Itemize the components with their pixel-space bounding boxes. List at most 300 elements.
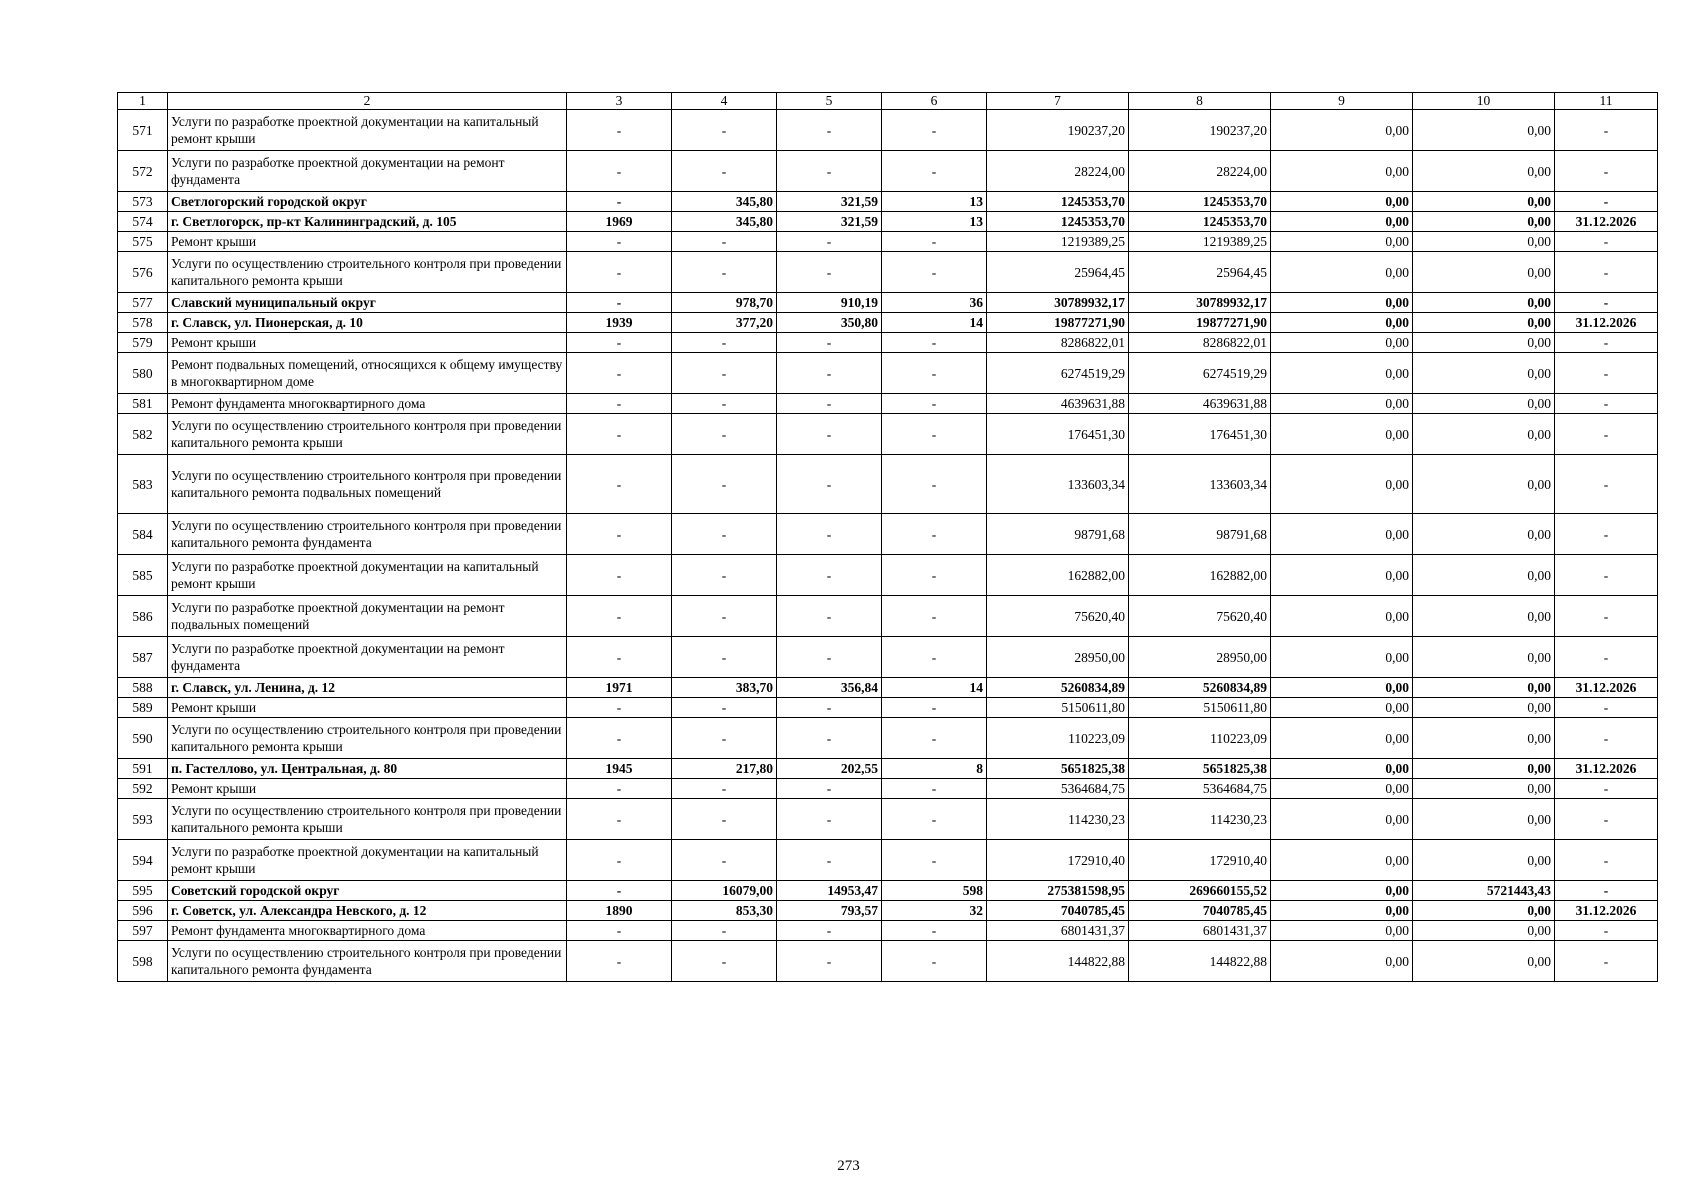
cost-owners-cell: 0,00	[1413, 718, 1555, 759]
row-number-cell: 586	[118, 596, 168, 637]
deadline-cell: -	[1555, 881, 1658, 901]
cost-total-cell: 190237,20	[987, 110, 1129, 151]
area-total-cell: -	[672, 252, 777, 293]
year-cell: -	[567, 779, 672, 799]
cost-owners-cell: 0,00	[1413, 514, 1555, 555]
cost-budget-cell: 0,00	[1271, 779, 1413, 799]
row-number-cell: 584	[118, 514, 168, 555]
cost-total-cell: 28224,00	[987, 151, 1129, 192]
cost-total-cell: 144822,88	[987, 941, 1129, 982]
cost-fund-cell: 6801431,37	[1129, 921, 1271, 941]
residents-cell: -	[882, 941, 987, 982]
cost-budget-cell: 0,00	[1271, 192, 1413, 212]
area-living-cell: 321,59	[777, 212, 882, 232]
year-cell: -	[567, 718, 672, 759]
row-number-cell: 582	[118, 414, 168, 455]
cost-budget-cell: 0,00	[1271, 901, 1413, 921]
description-cell: Ремонт фундамента многоквартирного дома	[168, 394, 567, 414]
cost-total-cell: 1245353,70	[987, 192, 1129, 212]
residents-cell: -	[882, 698, 987, 718]
deadline-cell: -	[1555, 941, 1658, 982]
data-table	[117, 92, 1658, 982]
cost-fund-cell: 28950,00	[1129, 637, 1271, 678]
header-cell: 6	[882, 93, 987, 110]
area-living-cell: -	[777, 232, 882, 252]
cost-owners-cell: 0,00	[1413, 455, 1555, 514]
cost-fund-cell: 1245353,70	[1129, 192, 1271, 212]
row-number-cell: 594	[118, 840, 168, 881]
header-cell: 5	[777, 93, 882, 110]
area-total-cell: 345,80	[672, 192, 777, 212]
residents-cell: -	[882, 799, 987, 840]
row-number-cell: 590	[118, 718, 168, 759]
cost-owners-cell: 0,00	[1413, 596, 1555, 637]
table-row	[118, 192, 1658, 212]
residents-cell: -	[882, 718, 987, 759]
table-row	[118, 333, 1658, 353]
cost-owners-cell: 0,00	[1413, 232, 1555, 252]
table-row	[118, 799, 1658, 840]
deadline-cell: -	[1555, 293, 1658, 313]
description-cell: Ремонт крыши	[168, 779, 567, 799]
cost-total-cell: 133603,34	[987, 455, 1129, 514]
deadline-cell: -	[1555, 698, 1658, 718]
header-cell: 3	[567, 93, 672, 110]
page-number: 273	[837, 1158, 860, 1174]
description-cell: Ремонт крыши	[168, 333, 567, 353]
description-cell: Услуги по разработке проектной документации на капитальный ремонт крыши	[168, 840, 567, 881]
year-cell: 1890	[567, 901, 672, 921]
area-living-cell: -	[777, 514, 882, 555]
cost-fund-cell: 8286822,01	[1129, 333, 1271, 353]
area-total-cell: 377,20	[672, 313, 777, 333]
row-number-cell: 572	[118, 151, 168, 192]
cost-owners-cell: 0,00	[1413, 293, 1555, 313]
cost-fund-cell: 30789932,17	[1129, 293, 1271, 313]
area-total-cell: -	[672, 151, 777, 192]
cost-owners-cell: 0,00	[1413, 151, 1555, 192]
deadline-cell: -	[1555, 718, 1658, 759]
year-cell: -	[567, 514, 672, 555]
table-row	[118, 678, 1658, 698]
row-number-cell: 592	[118, 779, 168, 799]
residents-cell: -	[882, 252, 987, 293]
year-cell: -	[567, 941, 672, 982]
table-row	[118, 698, 1658, 718]
cost-budget-cell: 0,00	[1271, 555, 1413, 596]
residents-cell: 13	[882, 212, 987, 232]
description-cell: Ремонт подвальных помещений, относящихся к общему имуществу в многоквартирном доме	[168, 353, 567, 394]
cost-owners-cell: 0,00	[1413, 840, 1555, 881]
year-cell: -	[567, 192, 672, 212]
area-living-cell: 356,84	[777, 678, 882, 698]
cost-total-cell: 6801431,37	[987, 921, 1129, 941]
description-cell: Услуги по осуществлению строительного контроля при проведении капитального ремонта крыши	[168, 252, 567, 293]
cost-owners-cell: 0,00	[1413, 192, 1555, 212]
area-total-cell: 383,70	[672, 678, 777, 698]
cost-fund-cell: 4639631,88	[1129, 394, 1271, 414]
table-row	[118, 718, 1658, 759]
cost-total-cell: 25964,45	[987, 252, 1129, 293]
cost-budget-cell: 0,00	[1271, 232, 1413, 252]
residents-cell: -	[882, 596, 987, 637]
deadline-cell: 31.12.2026	[1555, 313, 1658, 333]
row-number-cell: 591	[118, 759, 168, 779]
cost-fund-cell: 162882,00	[1129, 555, 1271, 596]
table-row	[118, 901, 1658, 921]
year-cell: -	[567, 353, 672, 394]
cost-owners-cell: 0,00	[1413, 637, 1555, 678]
residents-cell: -	[882, 394, 987, 414]
row-number-cell: 580	[118, 353, 168, 394]
year-cell: -	[567, 596, 672, 637]
table-row	[118, 212, 1658, 232]
table-row	[118, 313, 1658, 333]
deadline-cell: -	[1555, 151, 1658, 192]
year-cell: -	[567, 455, 672, 514]
deadline-cell: -	[1555, 252, 1658, 293]
cost-budget-cell: 0,00	[1271, 353, 1413, 394]
area-total-cell: -	[672, 637, 777, 678]
cost-owners-cell: 5721443,43	[1413, 881, 1555, 901]
header-cell: 2	[168, 93, 567, 110]
table-row	[118, 293, 1658, 313]
table-row	[118, 252, 1658, 293]
description-cell: г. Светлогорск, пр-кт Калининградский, д. 105	[168, 212, 567, 232]
cost-fund-cell: 98791,68	[1129, 514, 1271, 555]
table-body	[118, 93, 1658, 982]
cost-budget-cell: 0,00	[1271, 212, 1413, 232]
cost-total-cell: 5150611,80	[987, 698, 1129, 718]
table-row	[118, 455, 1658, 514]
area-living-cell: -	[777, 718, 882, 759]
row-number-cell: 588	[118, 678, 168, 698]
cost-total-cell: 275381598,95	[987, 881, 1129, 901]
area-total-cell: -	[672, 455, 777, 514]
residents-cell: -	[882, 455, 987, 514]
area-total-cell: -	[672, 698, 777, 718]
cost-budget-cell: 0,00	[1271, 881, 1413, 901]
area-living-cell: -	[777, 455, 882, 514]
description-cell: Услуги по осуществлению строительного контроля при проведении капитального ремонта крыши	[168, 718, 567, 759]
header-cell: 9	[1271, 93, 1413, 110]
area-living-cell: -	[777, 353, 882, 394]
cost-owners-cell: 0,00	[1413, 353, 1555, 394]
area-living-cell: -	[777, 252, 882, 293]
area-living-cell: -	[777, 110, 882, 151]
cost-budget-cell: 0,00	[1271, 110, 1413, 151]
cost-total-cell: 5260834,89	[987, 678, 1129, 698]
deadline-cell: 31.12.2026	[1555, 759, 1658, 779]
cost-owners-cell: 0,00	[1413, 901, 1555, 921]
year-cell: -	[567, 333, 672, 353]
table-row	[118, 151, 1658, 192]
row-number-cell: 596	[118, 901, 168, 921]
cost-total-cell: 6274519,29	[987, 353, 1129, 394]
year-cell: 1939	[567, 313, 672, 333]
area-total-cell: -	[672, 110, 777, 151]
row-number-cell: 598	[118, 941, 168, 982]
cost-fund-cell: 133603,34	[1129, 455, 1271, 514]
cost-owners-cell: 0,00	[1413, 212, 1555, 232]
cost-budget-cell: 0,00	[1271, 293, 1413, 313]
year-cell: -	[567, 698, 672, 718]
cost-budget-cell: 0,00	[1271, 698, 1413, 718]
residents-cell: -	[882, 514, 987, 555]
deadline-cell: -	[1555, 514, 1658, 555]
cost-budget-cell: 0,00	[1271, 394, 1413, 414]
residents-cell: -	[882, 921, 987, 941]
cost-budget-cell: 0,00	[1271, 921, 1413, 941]
cost-fund-cell: 5364684,75	[1129, 779, 1271, 799]
residents-cell: -	[882, 779, 987, 799]
year-cell: -	[567, 394, 672, 414]
table-row	[118, 921, 1658, 941]
description-cell: Ремонт крыши	[168, 232, 567, 252]
area-living-cell: 793,57	[777, 901, 882, 921]
cost-total-cell: 98791,68	[987, 514, 1129, 555]
row-number-cell: 578	[118, 313, 168, 333]
area-living-cell: 910,19	[777, 293, 882, 313]
cost-total-cell: 8286822,01	[987, 333, 1129, 353]
area-living-cell: -	[777, 921, 882, 941]
cost-fund-cell: 1219389,25	[1129, 232, 1271, 252]
residents-cell: 14	[882, 678, 987, 698]
area-living-cell: -	[777, 596, 882, 637]
area-living-cell: -	[777, 779, 882, 799]
description-cell: Услуги по осуществлению строительного контроля при проведении капитального ремонта крыши	[168, 414, 567, 455]
area-living-cell: -	[777, 333, 882, 353]
cost-budget-cell: 0,00	[1271, 414, 1413, 455]
cost-owners-cell: 0,00	[1413, 759, 1555, 779]
residents-cell: -	[882, 353, 987, 394]
deadline-cell: -	[1555, 637, 1658, 678]
table-row	[118, 232, 1658, 252]
description-cell: Советский городской округ	[168, 881, 567, 901]
area-living-cell: 14953,47	[777, 881, 882, 901]
year-cell: 1971	[567, 678, 672, 698]
residents-cell: 598	[882, 881, 987, 901]
cost-budget-cell: 0,00	[1271, 799, 1413, 840]
row-number-cell: 593	[118, 799, 168, 840]
residents-cell: 32	[882, 901, 987, 921]
cost-fund-cell: 75620,40	[1129, 596, 1271, 637]
area-total-cell: -	[672, 353, 777, 394]
area-total-cell: -	[672, 779, 777, 799]
year-cell: -	[567, 414, 672, 455]
cost-total-cell: 75620,40	[987, 596, 1129, 637]
cost-total-cell: 1219389,25	[987, 232, 1129, 252]
table-row	[118, 881, 1658, 901]
cost-budget-cell: 0,00	[1271, 252, 1413, 293]
residents-cell: 13	[882, 192, 987, 212]
table-row	[118, 555, 1658, 596]
cost-budget-cell: 0,00	[1271, 333, 1413, 353]
description-cell: Услуги по осуществлению строительного контроля при проведении капитального ремонта фундамента	[168, 941, 567, 982]
cost-budget-cell: 0,00	[1271, 637, 1413, 678]
area-total-cell: 217,80	[672, 759, 777, 779]
description-cell: Услуги по разработке проектной документации на капитальный ремонт крыши	[168, 110, 567, 151]
area-living-cell: -	[777, 637, 882, 678]
deadline-cell: -	[1555, 353, 1658, 394]
area-living-cell: -	[777, 151, 882, 192]
year-cell: 1969	[567, 212, 672, 232]
cost-budget-cell: 0,00	[1271, 455, 1413, 514]
residents-cell: -	[882, 333, 987, 353]
area-living-cell: -	[777, 394, 882, 414]
area-living-cell: -	[777, 840, 882, 881]
description-cell: Светлогорский городской округ	[168, 192, 567, 212]
table-row	[118, 514, 1658, 555]
header-cell: 7	[987, 93, 1129, 110]
residents-cell: -	[882, 637, 987, 678]
table-row	[118, 941, 1658, 982]
year-cell: -	[567, 252, 672, 293]
table-row	[118, 110, 1658, 151]
table-row	[118, 596, 1658, 637]
description-cell: Услуги по разработке проектной документации на капитальный ремонт крыши	[168, 555, 567, 596]
year-cell: -	[567, 799, 672, 840]
description-cell: Услуги по разработке проектной документации на ремонт фундамента	[168, 637, 567, 678]
row-number-cell: 597	[118, 921, 168, 941]
row-number-cell: 571	[118, 110, 168, 151]
table-row	[118, 414, 1658, 455]
area-living-cell: -	[777, 555, 882, 596]
area-total-cell: 345,80	[672, 212, 777, 232]
cost-owners-cell: 0,00	[1413, 799, 1555, 840]
deadline-cell: -	[1555, 192, 1658, 212]
row-number-cell: 581	[118, 394, 168, 414]
cost-fund-cell: 28224,00	[1129, 151, 1271, 192]
area-total-cell: 16079,00	[672, 881, 777, 901]
residents-cell: -	[882, 232, 987, 252]
year-cell: -	[567, 151, 672, 192]
cost-owners-cell: 0,00	[1413, 110, 1555, 151]
deadline-cell: -	[1555, 110, 1658, 151]
deadline-cell: -	[1555, 779, 1658, 799]
table-row	[118, 637, 1658, 678]
table-row	[118, 353, 1658, 394]
deadline-cell: -	[1555, 596, 1658, 637]
area-total-cell: 978,70	[672, 293, 777, 313]
residents-cell: -	[882, 110, 987, 151]
cost-total-cell: 162882,00	[987, 555, 1129, 596]
deadline-cell: -	[1555, 394, 1658, 414]
area-total-cell: -	[672, 840, 777, 881]
cost-total-cell: 30789932,17	[987, 293, 1129, 313]
cost-fund-cell: 25964,45	[1129, 252, 1271, 293]
cost-budget-cell: 0,00	[1271, 759, 1413, 779]
area-total-cell: -	[672, 799, 777, 840]
cost-total-cell: 28950,00	[987, 637, 1129, 678]
area-total-cell: -	[672, 232, 777, 252]
deadline-cell: 31.12.2026	[1555, 901, 1658, 921]
cost-owners-cell: 0,00	[1413, 313, 1555, 333]
description-cell: Услуги по осуществлению строительного контроля при проведении капитального ремонта подвальных помещений	[168, 455, 567, 514]
residents-cell: -	[882, 840, 987, 881]
description-cell: г. Советск, ул. Александра Невского, д. 12	[168, 901, 567, 921]
residents-cell: 8	[882, 759, 987, 779]
area-living-cell: -	[777, 941, 882, 982]
deadline-cell: -	[1555, 333, 1658, 353]
cost-fund-cell: 269660155,52	[1129, 881, 1271, 901]
cost-total-cell: 19877271,90	[987, 313, 1129, 333]
residents-cell: -	[882, 555, 987, 596]
cost-budget-cell: 0,00	[1271, 514, 1413, 555]
area-total-cell: -	[672, 941, 777, 982]
year-cell: -	[567, 921, 672, 941]
row-number-cell: 587	[118, 637, 168, 678]
area-living-cell: 321,59	[777, 192, 882, 212]
area-living-cell: -	[777, 799, 882, 840]
year-cell: -	[567, 840, 672, 881]
deadline-cell: -	[1555, 799, 1658, 840]
cost-total-cell: 5651825,38	[987, 759, 1129, 779]
description-cell: Ремонт крыши	[168, 698, 567, 718]
cost-fund-cell: 5651825,38	[1129, 759, 1271, 779]
cost-total-cell: 172910,40	[987, 840, 1129, 881]
cost-fund-cell: 7040785,45	[1129, 901, 1271, 921]
description-cell: Услуги по разработке проектной документации на ремонт фундамента	[168, 151, 567, 192]
deadline-cell: -	[1555, 455, 1658, 514]
deadline-cell: -	[1555, 414, 1658, 455]
deadline-cell: -	[1555, 555, 1658, 596]
cost-fund-cell: 172910,40	[1129, 840, 1271, 881]
table-row	[118, 779, 1658, 799]
cost-total-cell: 1245353,70	[987, 212, 1129, 232]
cost-fund-cell: 5260834,89	[1129, 678, 1271, 698]
cost-total-cell: 7040785,45	[987, 901, 1129, 921]
area-total-cell: -	[672, 333, 777, 353]
cost-budget-cell: 0,00	[1271, 718, 1413, 759]
area-total-cell: -	[672, 596, 777, 637]
cost-owners-cell: 0,00	[1413, 414, 1555, 455]
area-total-cell: -	[672, 514, 777, 555]
area-total-cell: -	[672, 394, 777, 414]
deadline-cell: -	[1555, 840, 1658, 881]
area-total-cell: -	[672, 414, 777, 455]
cost-owners-cell: 0,00	[1413, 921, 1555, 941]
header-row	[118, 93, 1658, 110]
deadline-cell: -	[1555, 232, 1658, 252]
row-number-cell: 579	[118, 333, 168, 353]
cost-budget-cell: 0,00	[1271, 941, 1413, 982]
description-cell: Славский муниципальный округ	[168, 293, 567, 313]
cost-owners-cell: 0,00	[1413, 779, 1555, 799]
row-number-cell: 595	[118, 881, 168, 901]
cost-budget-cell: 0,00	[1271, 678, 1413, 698]
cost-owners-cell: 0,00	[1413, 678, 1555, 698]
year-cell: -	[567, 232, 672, 252]
cost-owners-cell: 0,00	[1413, 394, 1555, 414]
cost-total-cell: 176451,30	[987, 414, 1129, 455]
year-cell: -	[567, 110, 672, 151]
cost-total-cell: 114230,23	[987, 799, 1129, 840]
cost-fund-cell: 114230,23	[1129, 799, 1271, 840]
row-number-cell: 575	[118, 232, 168, 252]
table-row	[118, 840, 1658, 881]
header-cell: 4	[672, 93, 777, 110]
row-number-cell: 574	[118, 212, 168, 232]
area-living-cell: -	[777, 698, 882, 718]
cost-total-cell: 5364684,75	[987, 779, 1129, 799]
cost-owners-cell: 0,00	[1413, 252, 1555, 293]
row-number-cell: 577	[118, 293, 168, 313]
cost-fund-cell: 110223,09	[1129, 718, 1271, 759]
cost-fund-cell: 6274519,29	[1129, 353, 1271, 394]
year-cell: -	[567, 881, 672, 901]
header-cell: 8	[1129, 93, 1271, 110]
